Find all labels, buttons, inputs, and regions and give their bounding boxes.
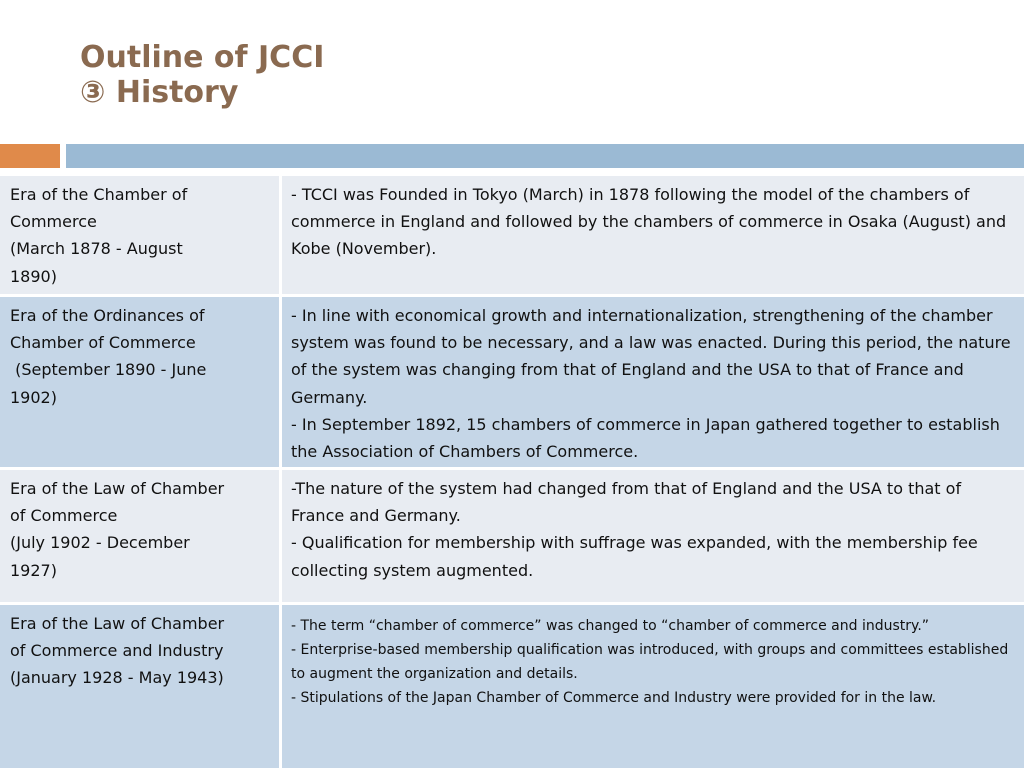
era-cell [0,605,279,768]
era-text: 1927) [10,560,57,580]
era-text: Era of the Law of Chamber [10,614,225,633]
title-line-2: ③ History [80,75,239,110]
details-cell [282,605,1024,768]
title-line-1: Outline of JCCI [80,40,325,75]
details-text: - In September 1892, 15 chambers of commerce in Japan gathered together to establish the Association of Chambers of Commerce. [291,414,1000,462]
era-text: of Commerce and Industry [10,641,224,661]
era-text: Era of the Law of Chamber [10,479,225,498]
details-cell [282,297,1024,467]
details-text: - The term “chamber of commerce” was changed to “chamber of commerce and industry.” [291,618,930,634]
era-text: 1902) [10,387,57,407]
details-cell [282,470,1024,602]
era-text: (January 1928 - May 1943) [10,668,224,688]
era-text: 1890) [10,266,57,286]
details-text: - In line with economical growth and internationalization, strengthening of the chamber system was found to be necessary, and a law was enacted. During this period, the nature of the system was changing from that of England and the USA to that of France and Germany. [291,306,1011,407]
era-text: (July 1902 - December [10,533,190,553]
era-cell [0,470,279,602]
era-text: (September 1890 - June [10,360,207,380]
details-cell [282,176,1024,294]
table-row [0,297,1024,467]
era-cell [0,297,279,467]
era-text: Chamber of Commerce [10,333,196,353]
details-text: -The nature of the system had changed from that of England and the USA to that of France and Germany. [291,479,962,526]
era-text: Era of the Ordinances of [10,306,205,325]
table-row [0,470,1024,602]
era-cell [0,176,279,294]
era-text: of Commerce [10,506,118,526]
era-text: (March 1878 - August [10,239,183,259]
table-row [0,176,1024,294]
accent-bar-blue [66,144,1024,168]
slide-title [80,40,324,110]
details-text: - Qualification for membership with suffrage was expanded, with the membership fee collecting system augmented. [291,533,978,580]
era-text: Era of the Chamber of [10,185,188,204]
details-text: - TCCI was Founded in Tokyo (March) in 1878 following the model of the chambers of commerce in England and followed by the chambers of commerce in Osaka (August) and Kobe (November). [291,185,1007,259]
table-row [0,605,1024,768]
accent-bar-orange [0,144,60,168]
era-text: Commerce [10,212,97,232]
history-table [0,176,1024,768]
details-text: - Stipulations of the Japan Chamber of Commerce and Industry were provided for in the law. [291,690,937,706]
details-text: - Enterprise-based membership qualification was introduced, with groups and committees established to augment the organization and details. [291,642,1009,682]
